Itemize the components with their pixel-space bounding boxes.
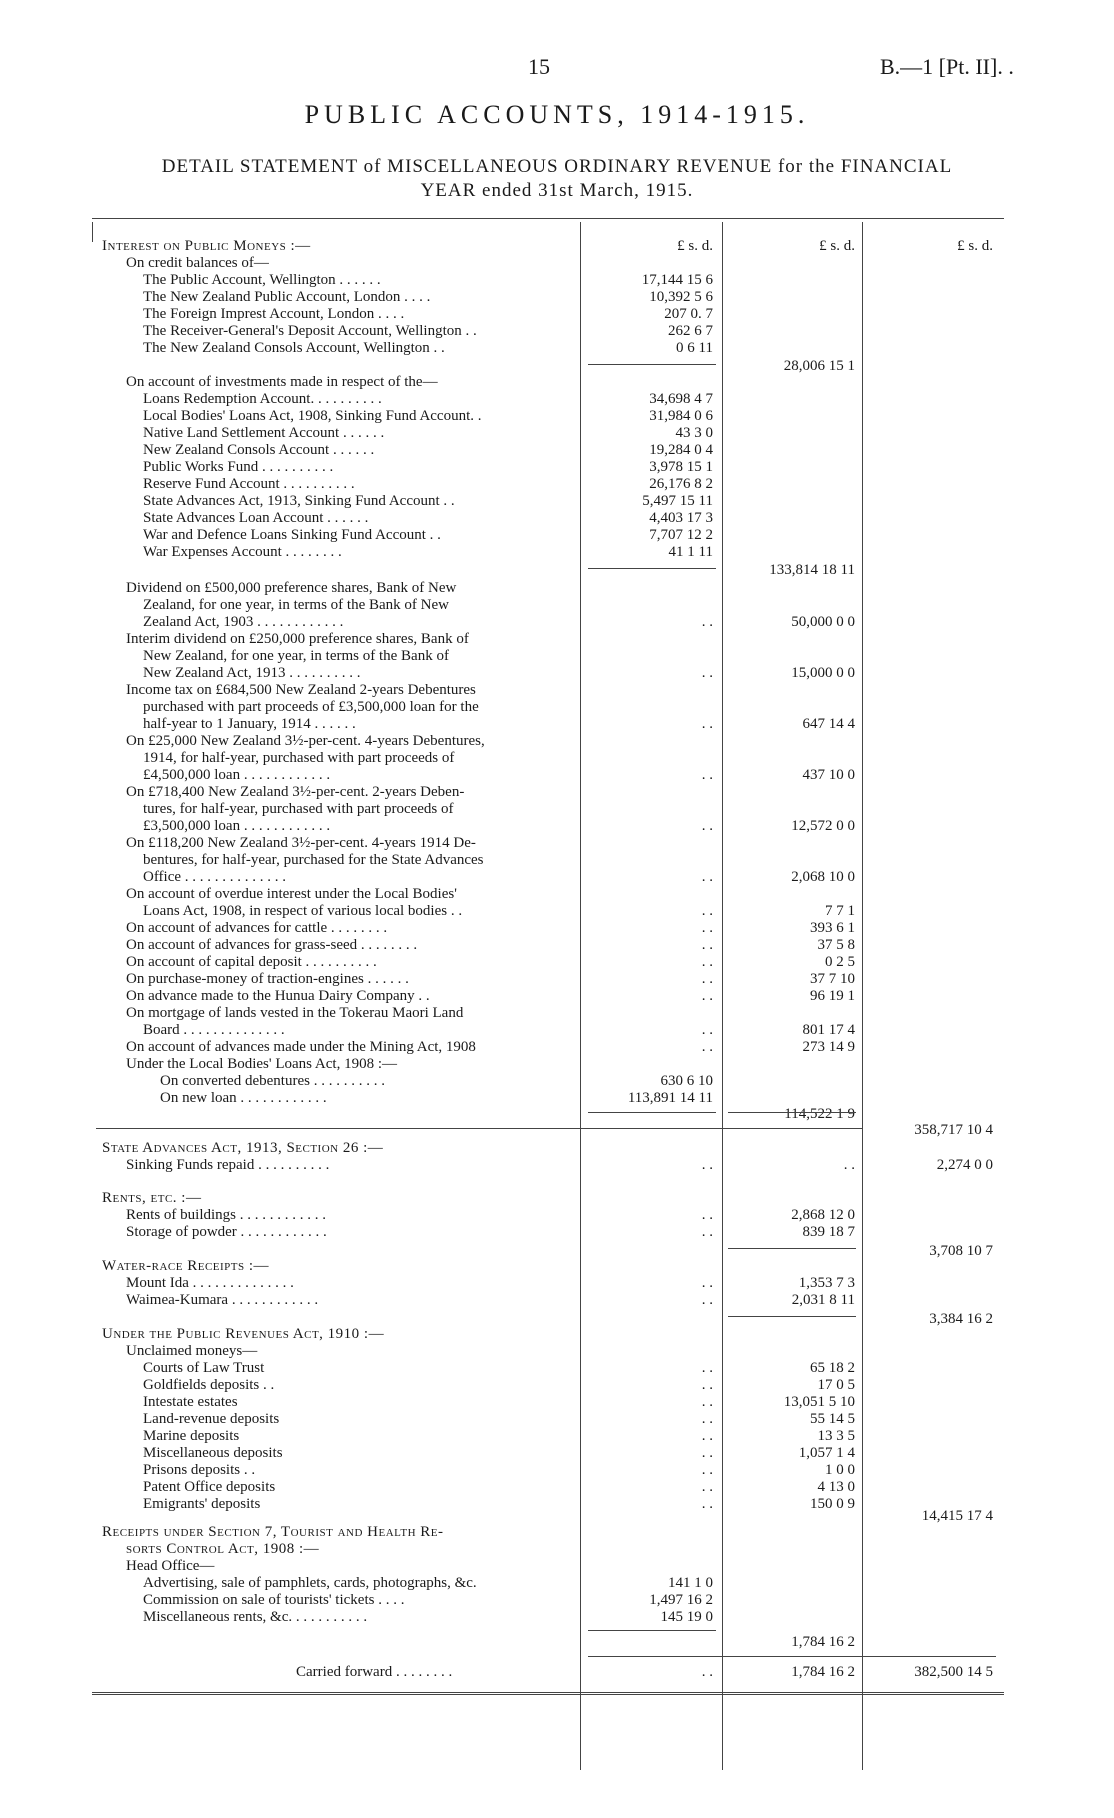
carried-forward-col1: . . [701, 1664, 713, 1680]
section-heading-tourist-line1: Receipts under Section 7, Tourist and Health Re- [102, 1524, 444, 1540]
investments-total: 133,814 18 11 [769, 562, 855, 578]
statement-subtitle-line2: YEAR ended 31st March, 1915. [420, 180, 694, 201]
empty-amount-leader: . . [701, 716, 713, 732]
carried-forward-col2: 1,784 16 2 [791, 1664, 855, 1680]
unclaimed-moneys-heading: Unclaimed moneys— [126, 1343, 258, 1359]
local-bodies-total: 114,522 1 9 [784, 1106, 855, 1122]
credit-row-label: The New Zealand Consols Account, Wellington . . [143, 340, 445, 356]
page-number: 15 [528, 54, 550, 79]
empty-amount-leader: . . [843, 1157, 855, 1173]
local-bodies-row-amount: 630 6 10 [660, 1073, 713, 1089]
unclaimed-row-label: Patent Office deposits [143, 1479, 276, 1495]
dividend-250k-amount: 15,000 0 0 [791, 665, 855, 681]
table-left-rule [92, 222, 93, 242]
empty-amount-leader: . . [701, 818, 713, 834]
empty-amount-leader: . . [701, 614, 713, 630]
unclaimed-row-amount: 17 0 5 [817, 1377, 855, 1393]
unclaimed-row-amount: 13,051 5 10 [783, 1394, 855, 1410]
investment-row-amount: 4,403 17 3 [649, 510, 713, 526]
credit-row-amount: 0 6 11 [676, 340, 713, 356]
currency-header-col1: £ s. d. [677, 238, 713, 254]
entry-line: half-year to 1 January, 1914 . . . . . . [143, 716, 356, 732]
investment-row-amount: 7,707 12 2 [649, 527, 713, 543]
column-rule-2 [722, 222, 723, 1770]
credit-row-label: The Receiver-General's Deposit Account, Wellington . . [143, 323, 477, 339]
entry-line: Interim dividend on £250,000 preference shares, Bank of [126, 631, 469, 647]
empty-amount-leader: . . [701, 1377, 713, 1393]
investment-row-label: Local Bodies' Loans Act, 1908, Sinking Fund Account. . [143, 408, 482, 424]
empty-amount-leader: . . [701, 1360, 713, 1376]
head-office-heading: Head Office— [126, 1558, 215, 1574]
investment-row-label: New Zealand Consols Account . . . . . . [143, 442, 375, 458]
statement-subtitle-line1: DETAIL STATEMENT of MISCELLANEOUS ORDINARY REVENUE for the FINANCIAL [161, 156, 953, 177]
empty-amount-leader: . . [701, 1394, 713, 1410]
investment-row-label: Loans Redemption Account. . . . . . . . . . [143, 391, 382, 407]
investment-row-label: State Advances Act, 1913, Sinking Fund Account . . [143, 493, 455, 509]
section-heading-public-revenues: Under the Public Revenues Act, 1910 :— [102, 1326, 385, 1342]
empty-amount-leader: . . [701, 665, 713, 681]
empty-amount-leader: . . [701, 988, 713, 1004]
unclaimed-row-label: Marine deposits [143, 1428, 240, 1444]
entry-line: purchased with part proceeds of £3,500,000 loan for the [143, 699, 479, 715]
dividend-500k-amount: 50,000 0 0 [791, 614, 855, 630]
unclaimed-row-label: Miscellaneous deposits [143, 1445, 283, 1461]
subtotal-rule [728, 1316, 856, 1317]
local-bodies-row-label: On converted debentures . . . . . . . . . . [160, 1073, 385, 1089]
water-race-total: 3,384 16 2 [929, 1311, 993, 1327]
tourist-total: 1,784 16 2 [791, 1634, 855, 1650]
empty-amount-leader: . . [701, 1292, 713, 1308]
entry-line: On account of overdue interest under the Local Bodies' [126, 886, 457, 902]
unclaimed-row-label: Prisons deposits . . [143, 1462, 256, 1478]
tourist-row-amount: 1,497 16 2 [649, 1592, 713, 1608]
empty-amount-leader: . . [701, 1496, 713, 1512]
section-heading-rents: Rents, etc. :— [102, 1190, 202, 1206]
state-advances-total: 2,274 0 0 [936, 1157, 993, 1173]
unclaimed-row-amount: 1,057 1 4 [798, 1445, 855, 1461]
entry-line: £3,500,000 loan . . . . . . . . . . . . [143, 818, 331, 834]
entry-line: 1914, for half-year, purchased with part proceeds of [143, 750, 455, 766]
entry-line: tures, for half-year, purchased with part proceeds of [143, 801, 454, 817]
empty-amount-leader: . . [701, 1479, 713, 1495]
debentures-118k-amount: 2,068 10 0 [791, 869, 855, 885]
entry-line: On mortgage of lands vested in the Tokerau Maori Land [126, 1005, 464, 1021]
empty-amount-leader: . . [701, 903, 713, 919]
tourist-row-amount: 145 19 0 [660, 1609, 713, 1625]
empty-amount-leader: . . [701, 869, 713, 885]
empty-amount-leader: . . [701, 1022, 713, 1038]
investment-row-label: Native Land Settlement Account . . . . . . [143, 425, 385, 441]
overdue-interest-amount: 7 7 1 [825, 903, 855, 919]
tokerau-amount: 801 17 4 [802, 1022, 855, 1038]
credit-row-amount: 10,392 5 6 [649, 289, 713, 305]
subtotal-rule [588, 568, 716, 569]
section-heading-interest: Interest on Public Moneys :— [102, 238, 311, 254]
local-bodies-row-label: On new loan . . . . . . . . . . . . [160, 1090, 327, 1106]
water-race-row-amount: 1,353 7 3 [798, 1275, 855, 1291]
misc-row-amount: 37 5 8 [817, 937, 855, 953]
table-top-rule [92, 218, 1004, 219]
unclaimed-row-label: Courts of Law Trust [143, 1360, 265, 1376]
local-bodies-heading: Under the Local Bodies' Loans Act, 1908 :— [126, 1056, 397, 1072]
empty-amount-leader: . . [701, 767, 713, 783]
credit-row-label: The Public Account, Wellington . . . . . . [143, 272, 381, 288]
section-divider [96, 1128, 862, 1129]
misc-row-amount: 0 2 5 [825, 954, 855, 970]
empty-amount-leader: . . [701, 1275, 713, 1291]
mining-label: On account of advances made under the Mining Act, 1908 [126, 1039, 476, 1055]
misc-row-amount: 393 6 1 [810, 920, 855, 936]
empty-amount-leader: . . [701, 1445, 713, 1461]
carried-forward-label: Carried forward . . . . . . . . [296, 1664, 453, 1680]
section-heading-tourist-line2: sorts Control Act, 1908 :— [126, 1541, 320, 1557]
misc-row-amount: 37 7 10 [810, 971, 855, 987]
sinking-funds-label: Sinking Funds repaid . . . . . . . . . . [126, 1157, 330, 1173]
investment-row-amount: 41 1 11 [668, 544, 713, 560]
empty-amount-leader: . . [701, 1039, 713, 1055]
currency-header-col3: £ s. d. [957, 238, 993, 254]
investment-row-amount: 31,984 0 6 [649, 408, 713, 424]
tourist-row-label: Miscellaneous rents, &c. . . . . . . . . . . [143, 1609, 368, 1625]
entry-line: Zealand, for one year, in terms of the Bank of New [143, 597, 449, 613]
local-bodies-row-amount: 113,891 14 11 [627, 1090, 713, 1106]
unclaimed-row-label: Land-revenue deposits [143, 1411, 280, 1427]
empty-amount-leader: . . [701, 1462, 713, 1478]
unclaimed-row-label: Emigrants' deposits [143, 1496, 261, 1512]
investment-row-amount: 19,284 0 4 [649, 442, 713, 458]
investment-row-amount: 43 3 0 [675, 425, 713, 441]
empty-amount-leader: . . [701, 971, 713, 987]
empty-amount-leader: . . [701, 1224, 713, 1240]
entry-line: Dividend on £500,000 preference shares, Bank of New [126, 580, 457, 596]
empty-amount-leader: . . [701, 954, 713, 970]
subtotal-rule [588, 1630, 716, 1631]
credit-balances-heading: On credit balances of— [126, 255, 269, 271]
unclaimed-row-amount: 1 0 0 [825, 1462, 855, 1478]
investment-row-label: War Expenses Account . . . . . . . . [143, 544, 342, 560]
entry-line: On £718,400 New Zealand 3½-per-cent. 2-years Deben- [126, 784, 465, 800]
unclaimed-row-amount: 13 3 5 [817, 1428, 855, 1444]
entry-line: Income tax on £684,500 New Zealand 2-years Debentures [126, 682, 476, 698]
entry-line: Office . . . . . . . . . . . . . . [143, 869, 287, 885]
misc-row-label: On account of capital deposit . . . . . . . . . . [126, 954, 377, 970]
empty-amount-leader: . . [701, 920, 713, 936]
rents-total: 3,708 10 7 [929, 1243, 993, 1259]
subtotal-rule [588, 1112, 716, 1113]
entry-line: Loans Act, 1908, in respect of various local bodies . . [143, 903, 463, 919]
investment-row-amount: 34,698 4 7 [649, 391, 713, 407]
mining-amount: 273 14 9 [802, 1039, 855, 1055]
unclaimed-row-label: Goldfields deposits . . [143, 1377, 275, 1393]
misc-row-label: On account of advances for cattle . . . . . . . . [126, 920, 388, 936]
rent-row-amount: 2,868 12 0 [791, 1207, 855, 1223]
public-revenues-total: 14,415 17 4 [921, 1508, 993, 1524]
subtotal-rule [728, 1248, 856, 1249]
unclaimed-row-amount: 55 14 5 [810, 1411, 855, 1427]
empty-amount-leader: . . [701, 1207, 713, 1223]
entry-line: Zealand Act, 1903 . . . . . . . . . . . . [143, 614, 344, 630]
carried-forward-col3: 382,500 14 5 [914, 1664, 993, 1680]
unclaimed-row-label: Intestate estates [143, 1394, 238, 1410]
credit-balances-total: 28,006 15 1 [783, 358, 855, 374]
debentures-718k-amount: 12,572 0 0 [791, 818, 855, 834]
tourist-row-amount: 141 1 0 [668, 1575, 713, 1591]
interest-section-total: 358,717 10 4 [914, 1122, 993, 1138]
subtotal-rule [728, 1112, 856, 1113]
investment-row-amount: 5,497 15 11 [642, 493, 713, 509]
subtotal-rule [588, 364, 716, 365]
page-title: PUBLIC ACCOUNTS, 1914-1915. [304, 100, 810, 129]
entry-line: On £25,000 New Zealand 3½-per-cent. 4-years Debentures, [126, 733, 485, 749]
table-bottom-rule [92, 1692, 1004, 1695]
investments-heading: On account of investments made in respect of the— [126, 374, 438, 390]
empty-amount-leader: . . [701, 937, 713, 953]
empty-amount-leader: . . [701, 1157, 713, 1173]
entry-line: £4,500,000 loan . . . . . . . . . . . . [143, 767, 331, 783]
column-rule-3 [862, 222, 863, 1770]
investment-row-label: Reserve Fund Account . . . . . . . . . . [143, 476, 355, 492]
water-race-row-label: Mount Ida . . . . . . . . . . . . . . [126, 1275, 294, 1291]
credit-row-amount: 207 0. 7 [664, 306, 713, 322]
investment-row-amount: 26,176 8 2 [649, 476, 713, 492]
empty-amount-leader: . . [701, 1428, 713, 1444]
carried-forward-rule [588, 1656, 996, 1657]
entry-line: bentures, for half-year, purchased for the State Advances [143, 852, 484, 868]
section-heading-water-race: Water-race Receipts :— [102, 1258, 270, 1274]
section-heading-state-advances: State Advances Act, 1913, Section 26 :— [102, 1140, 384, 1156]
investment-row-label: Public Works Fund . . . . . . . . . . [143, 459, 334, 475]
investment-row-label: War and Defence Loans Sinking Fund Account . . [143, 527, 441, 543]
currency-header-col2: £ s. d. [819, 238, 855, 254]
entry-line: On £118,200 New Zealand 3½-per-cent. 4-years 1914 De- [126, 835, 476, 851]
rent-row-amount: 839 18 7 [802, 1224, 855, 1240]
misc-row-label: On account of advances for grass-seed . . . . . . . . [126, 937, 418, 953]
credit-row-amount: 262 6 7 [668, 323, 713, 339]
tourist-row-label: Advertising, sale of pamphlets, cards, photographs, &c. [143, 1575, 477, 1591]
credit-row-amount: 17,144 15 6 [641, 272, 713, 288]
investment-row-label: State Advances Loan Account . . . . . . [143, 510, 369, 526]
column-rule-1 [580, 222, 581, 1770]
entry-line: New Zealand Act, 1913 . . . . . . . . . . [143, 665, 361, 681]
income-tax-amount: 647 14 4 [802, 716, 855, 732]
debentures-25k-amount: 437 10 0 [802, 767, 855, 783]
unclaimed-row-amount: 150 0 9 [810, 1496, 855, 1512]
misc-row-label: On advance made to the Hunua Dairy Company . . [126, 988, 430, 1004]
misc-row-label: On purchase-money of traction-engines . . . . . . [126, 971, 409, 987]
credit-row-label: The New Zealand Public Account, London . . . . [143, 289, 431, 305]
entry-line: Board . . . . . . . . . . . . . . [143, 1022, 285, 1038]
credit-row-label: The Foreign Imprest Account, London . . . . [143, 306, 405, 322]
rent-row-label: Storage of powder . . . . . . . . . . . . [126, 1224, 327, 1240]
investment-row-amount: 3,978 15 1 [649, 459, 713, 475]
unclaimed-row-amount: 4 13 0 [817, 1479, 855, 1495]
document-reference: B.—1 [Pt. II]. . [880, 54, 1014, 79]
unclaimed-row-amount: 65 18 2 [810, 1360, 855, 1376]
empty-amount-leader: . . [701, 1411, 713, 1427]
entry-line: New Zealand, for one year, in terms of the Bank of [143, 648, 449, 664]
water-race-row-label: Waimea-Kumara . . . . . . . . . . . . [126, 1292, 319, 1308]
water-race-row-amount: 2,031 8 11 [791, 1292, 855, 1308]
tourist-row-label: Commission on sale of tourists' tickets . . . . [143, 1592, 405, 1608]
misc-row-amount: 96 19 1 [810, 988, 855, 1004]
rent-row-label: Rents of buildings . . . . . . . . . . . . [126, 1207, 327, 1223]
